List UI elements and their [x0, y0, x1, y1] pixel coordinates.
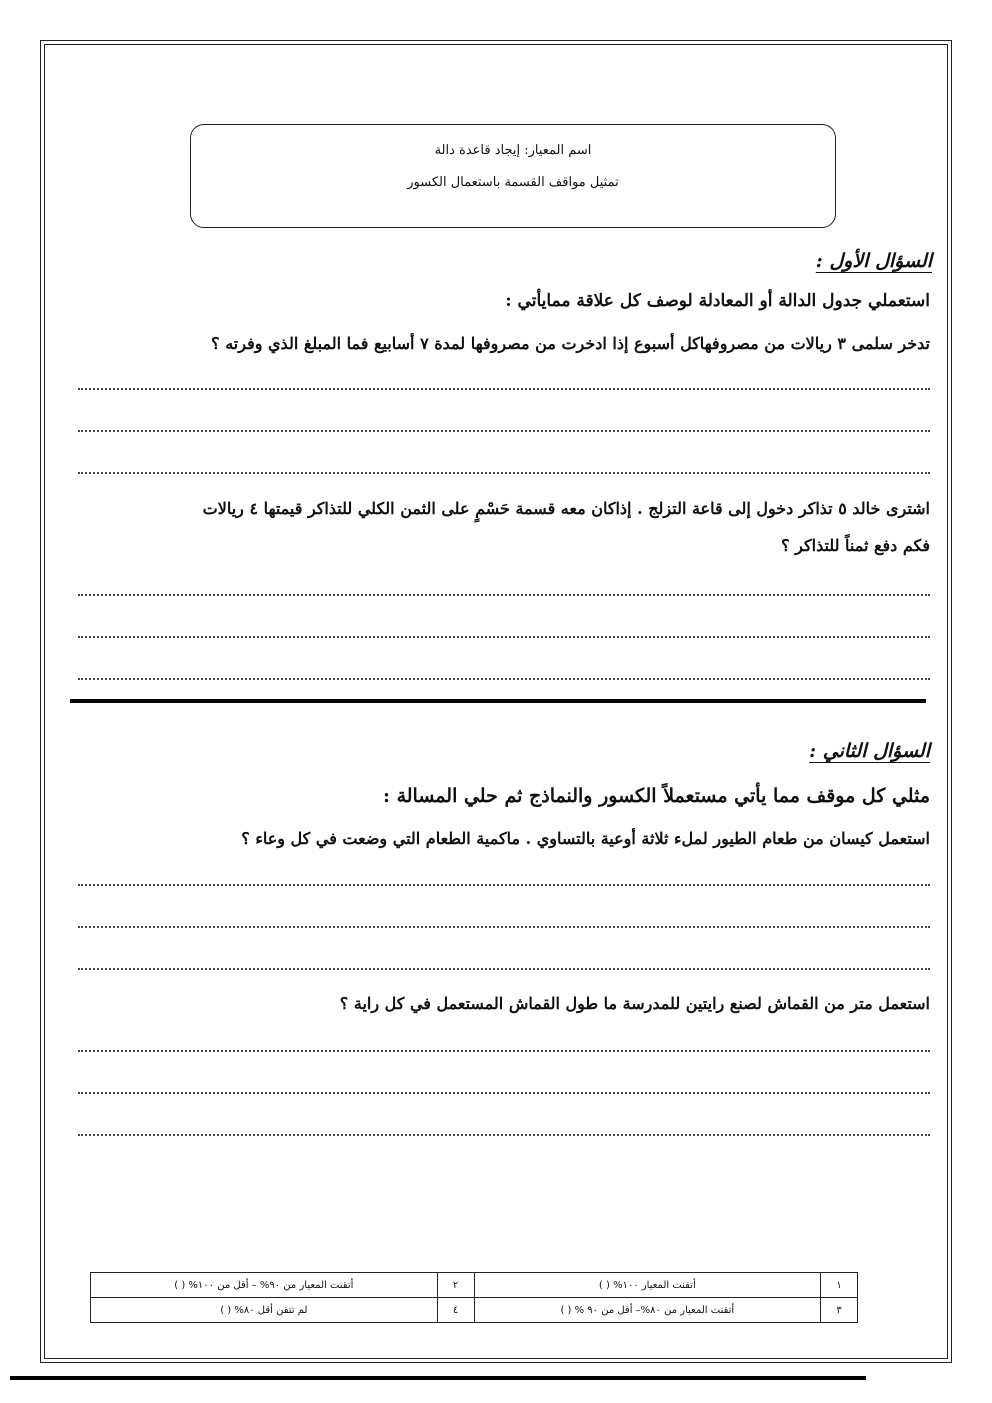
answer-line[interactable]	[78, 678, 930, 680]
level-number: ٢	[437, 1273, 474, 1298]
answer-line[interactable]	[78, 472, 930, 474]
question-2-instruction: مثلي كل موقف مما يأتي مستعملاً الكسور والنماذج ثم حلي المسالة :	[382, 785, 930, 807]
answer-line[interactable]	[78, 594, 930, 596]
standard-header-box	[190, 124, 836, 228]
question-1-heading: السؤال الأول :	[815, 250, 932, 272]
level-number: ١	[821, 1273, 858, 1298]
answer-line[interactable]	[78, 388, 930, 390]
mastery-table	[90, 1272, 858, 1323]
level-description: أتقنت المعيار من ٩٠% – أقل من ١٠٠% ( )	[91, 1273, 438, 1298]
answer-line[interactable]	[78, 884, 930, 886]
level-number: ٣	[821, 1298, 858, 1323]
answer-line[interactable]	[78, 926, 930, 928]
standard-name: اسم المعيار: إيجاد قاعدة دالة	[434, 143, 592, 158]
question-1-problem-1: تدخر سلمى ٣ ريالات من مصروفهاكل أسبوع إذا ادخرت من مصروفها لمدة ٧ أسابيع فما المبلغ الذي وفرته ؟	[211, 334, 930, 353]
section-divider	[70, 699, 926, 703]
answer-line[interactable]	[78, 968, 930, 970]
question-2-heading: السؤال الثاني :	[809, 740, 930, 762]
level-description: أتقنت المعيار من ٨٠%– أقل من ٩٠ % ( )	[474, 1298, 821, 1323]
table-row	[91, 1298, 858, 1323]
question-2-problem-1: استعمل كيسان من طعام الطيور لملء ثلاثة أوعية بالتساوي . ماكمية الطعام التي وضعت في كل وعاء ؟	[241, 829, 930, 848]
question-2-problem-2: استعمل متر من القماش لصنع رايتين للمدرسة ما طول القماش المستعمل في كل راية ؟	[339, 994, 930, 1013]
footer-rule	[10, 1376, 866, 1380]
answer-line[interactable]	[78, 636, 930, 638]
answer-line[interactable]	[78, 430, 930, 432]
level-description: أتقنت المعيار ١٠٠% ( )	[474, 1273, 821, 1298]
level-number: ٤	[437, 1298, 474, 1323]
answer-line[interactable]	[78, 1092, 930, 1094]
lesson-topic: تمثيل مواقف القسمة باستعمال الكسور	[407, 175, 619, 190]
question-1-problem-2-line-1: اشترى خالد ٥ تذاكر دخول إلى قاعة التزلج . إذاكان معه قسمة حَسْمٍ على الثمن الكلي للتذاكر قيمتها ٤ ريالات	[202, 499, 930, 518]
answer-line[interactable]	[78, 1134, 930, 1136]
question-1-problem-2-line-2: فكم دفع ثمناً للتذاكر ؟	[781, 536, 930, 555]
question-1-instruction: استعملي جدول الدالة أو المعادلة لوصف كل علاقة ممايأتي :	[505, 291, 930, 311]
answer-line[interactable]	[78, 1050, 930, 1052]
level-description: لم تتقن أقل ٨٠% ( )	[91, 1298, 438, 1323]
table-row	[91, 1273, 858, 1298]
